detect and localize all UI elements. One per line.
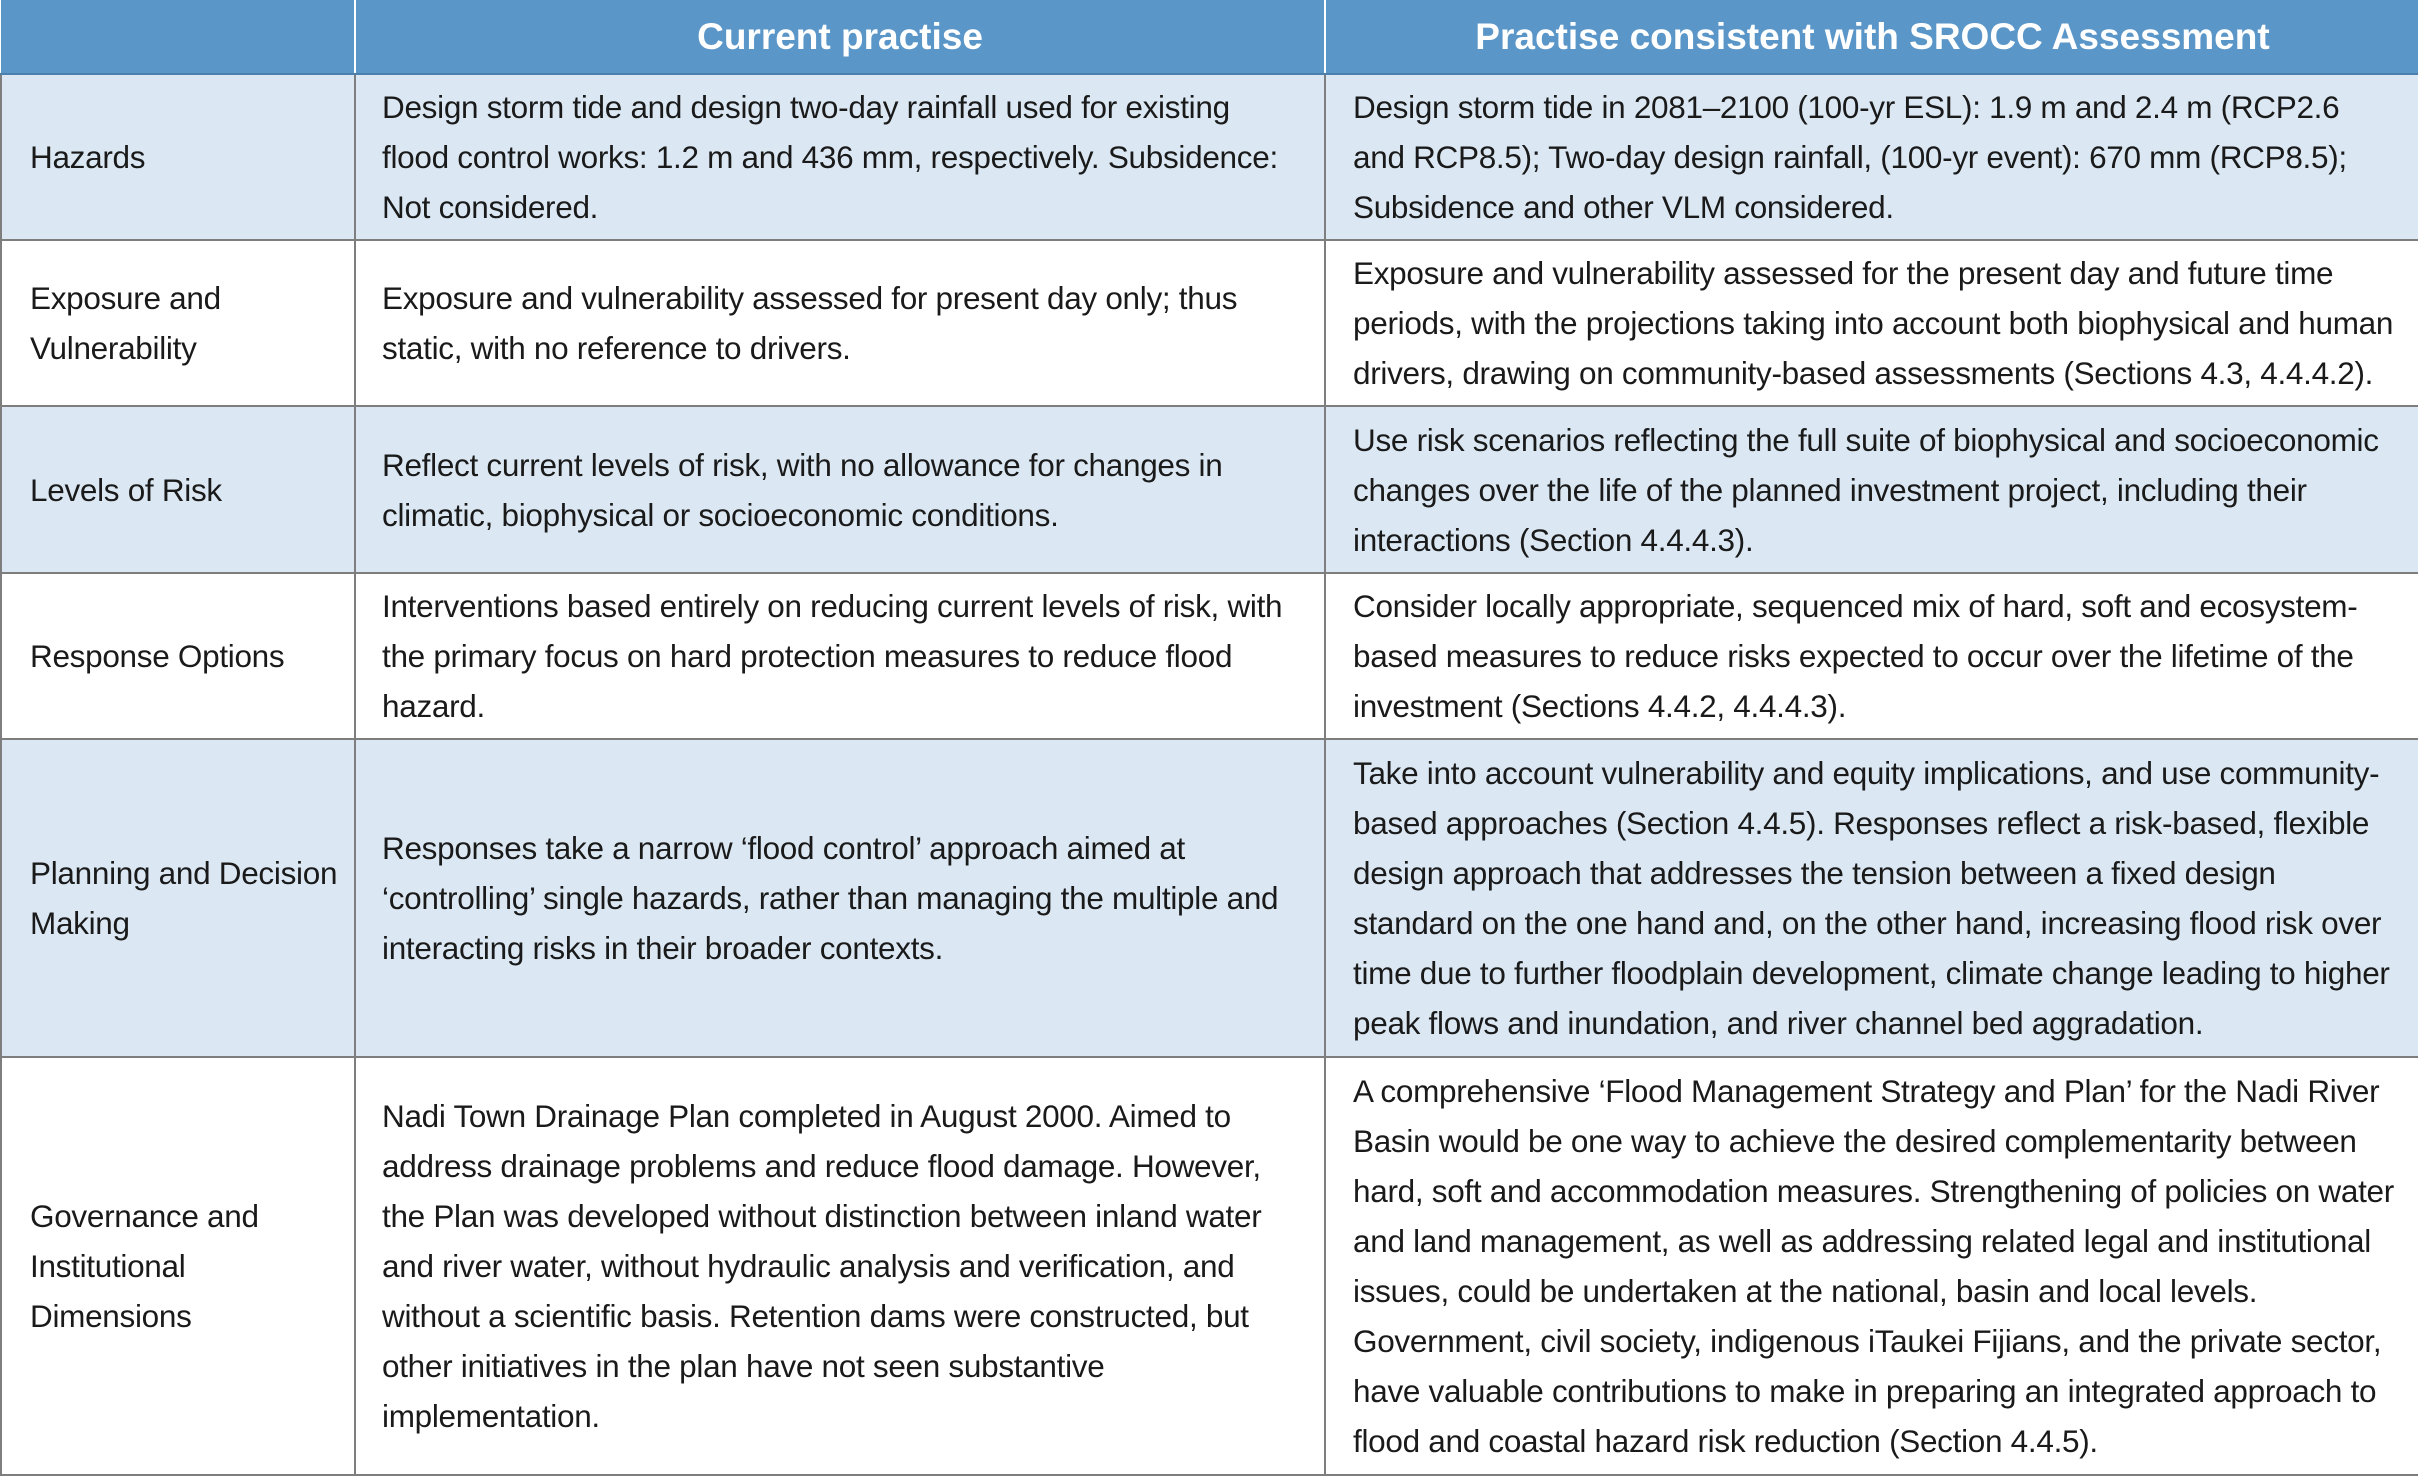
row-label-text: Hazards: [30, 139, 146, 175]
srocc-practise-text: Consider locally appropriate, sequenced mix of hard, soft and ecosystem-based measures to reduce risks expected to occur over the lifetime of the investment (Sections 4.4.2, 4.4.4.3).: [1353, 588, 2358, 724]
srocc-practise-text: Use risk scenarios reflecting the full suite of biophysical and socioeconomic changes over the life of the planned investment project, including their interactions (Section 4.4.4.3).: [1353, 421, 2379, 558]
table-row-planning: [1, 739, 2418, 1057]
row-label: [1, 739, 355, 1057]
srocc-practise-text: Take into account vulnerability and equity implications, and use community-based approaches (Section 4.4.5). Responses reflect a risk-based, flexible design approach that addresses the tension between a fixed design standard on the one hand and, on the other hand, increasing flood risk over time due to further floodplain development, climate change leading to higher peak flows and inundation, and river channel bed aggradation.: [1353, 755, 2390, 1041]
table-row-exposure: [1, 240, 2418, 406]
row-label-text: Governance and Institutional Dimensions: [30, 1198, 259, 1334]
current-practise-cell: [355, 406, 1325, 573]
current-practise-cell: [355, 739, 1325, 1057]
srocc-practise-cell: [1325, 739, 2418, 1057]
row-label: [1, 406, 355, 573]
row-label: [1, 74, 355, 240]
current-practise-cell: [355, 74, 1325, 240]
header-cell-srocc-practise: Practise consistent with SROCC Assessment: [1325, 0, 2418, 74]
current-practise-cell: [355, 240, 1325, 406]
current-practise-text: Interventions based entirely on reducing current levels of risk, with the primary focus on hard protection measures to reduce flood hazard.: [382, 588, 1283, 724]
srocc-practise-cell: [1325, 406, 2418, 573]
table-header: [1, 0, 2418, 74]
table-body: [1, 74, 2418, 1475]
table-row-levels-of-risk: [1, 406, 2418, 573]
srocc-practise-cell: [1325, 240, 2418, 406]
current-practise-cell: [355, 573, 1325, 739]
row-label-text: Planning and Decision Making: [30, 855, 338, 941]
row-label-text: Levels of Risk: [30, 471, 222, 508]
srocc-practise-cell: [1325, 573, 2418, 739]
row-label: [1, 573, 355, 739]
current-practise-cell: [355, 1057, 1325, 1475]
table-row-hazards: [1, 74, 2418, 240]
srocc-practise-cell: [1325, 74, 2418, 240]
srocc-practise-text: A comprehensive ‘Flood Management Strategy and Plan’ for the Nadi River Basin would be one way to achieve the desired complementarity between hard, soft and accommodation measures. Strengthening of policies on water and land management, as well as addressing related legal and institutional issues, could be undertaken at the national, basin and local levels. Government, civil society, indigenous iTaukei Fijians, and the private sector, have valuable contributions to make in preparing an integrated approach to flood and coastal hazard risk reduction (Section 4.4.5).: [1353, 1073, 2394, 1459]
current-practise-text: Design storm tide and design two-day rainfall used for existing flood control works: 1.2 m and 436 mm, respectively. Subsidence: Not considered.: [382, 89, 1278, 225]
srocc-practise-text: Exposure and vulnerability assessed for the present day and future time periods, with the projections taking into account both biophysical and human drivers, drawing on community-based assessments (Sections 4.3, 4.4.4.2).: [1353, 255, 2394, 391]
header-cell-empty: [1, 0, 355, 74]
header-row: [1, 0, 2418, 74]
current-practise-text: Exposure and vulnerability assessed for present day only; thus static, with no reference to drivers.: [382, 280, 1238, 366]
row-label-text: Response Options: [30, 638, 285, 674]
current-practise-text: Reflect current levels of risk, with no allowance for changes in climatic, biophysical or socioeconomic conditions.: [382, 446, 1223, 533]
row-label: [1, 240, 355, 406]
table-row-response-options: [1, 573, 2418, 739]
table-row-governance: [1, 1057, 2418, 1475]
current-practise-text: Responses take a narrow ‘flood control’ approach aimed at ‘controlling’ single hazards, rather than managing the multiple and interacting risks in their broader contexts.: [382, 830, 1279, 966]
srocc-practise-text: Design storm tide in 2081–2100 (100-yr ESL): 1.9 m and 2.4 m (RCP2.6 and RCP8.5); Two-day design rainfall, (100-yr event): 670 mm (RCP8.5); Subsidence and other VLM considered.: [1353, 89, 2347, 225]
srocc-practise-cell: [1325, 1057, 2418, 1475]
row-label-text: Exposure and Vulnerability: [30, 280, 221, 366]
row-label: [1, 1057, 355, 1475]
header-cell-current-practise: Current practise: [355, 0, 1325, 74]
current-practise-text: Nadi Town Drainage Plan completed in August 2000. Aimed to address drainage problems and reduce flood damage. However, the Plan was developed without distinction between inland water and river water, without hydraulic analysis and verification, and without a scientific basis. Retention dams were constructed, but other initiatives in the plan have not seen substantive implementation.: [382, 1098, 1262, 1434]
